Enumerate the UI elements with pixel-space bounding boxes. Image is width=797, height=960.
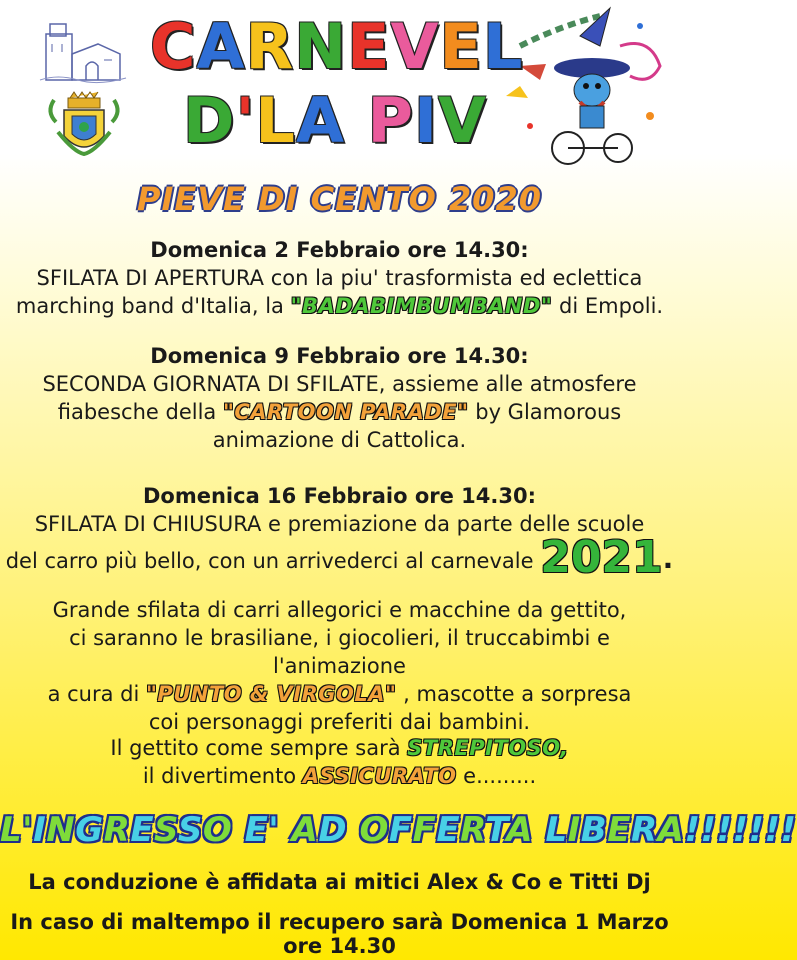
ingresso-part: R — [103, 810, 131, 850]
event-2-date: Domenica 9 Febbraio ore 14.30: — [150, 344, 529, 368]
event-1-text: con la piu' trasformista ed eclettica — [264, 266, 643, 290]
event-1-line-1 — [0, 264, 679, 292]
title-letter: E — [439, 10, 483, 83]
ingresso-part: E — [436, 810, 461, 850]
ingresso-part: R — [460, 810, 486, 850]
event-3 — [0, 482, 679, 583]
title-letter: I — [413, 84, 439, 157]
ingresso-part: D — [318, 810, 348, 850]
gettito-highlight-1: STREPITOSO, — [407, 736, 569, 760]
ingresso-part: F — [412, 810, 437, 850]
conduzione-text: La conduzione è affidata ai mitici Alex & Co e Titti Dj — [28, 870, 651, 894]
gettito-text: il divertimento — [142, 764, 303, 788]
title-letter: A — [196, 10, 246, 83]
title-letter: ' — [235, 84, 256, 157]
event-3-title: SFILATA DI CHIUSURA — [34, 512, 262, 536]
ingresso-part: S — [177, 810, 203, 850]
info-line-3 — [0, 680, 679, 708]
ingresso-part: G — [75, 810, 104, 850]
title-letter: D — [182, 84, 236, 157]
event-2-highlight: "CARTOON PARADE" — [222, 400, 469, 424]
event-3-text: del carro più bello, con un arrivederci al carnevale — [5, 549, 541, 573]
ingresso-part: F — [388, 810, 413, 850]
ingresso-part: O — [202, 810, 233, 850]
coat-of-arms-emblem — [44, 92, 124, 164]
ingresso-part: B — [580, 810, 608, 850]
gettito-text: e......... — [456, 764, 537, 788]
info-line-1: Grande sfilata di carri allegorici e macchine da gettito, — [52, 598, 627, 622]
event-3-text: e premiazione da parte delle scuole — [261, 512, 645, 536]
ingresso-part: I — [33, 810, 47, 850]
event-1-title: SFILATA DI APERTURA — [36, 266, 265, 290]
title-letter: V — [438, 84, 488, 157]
title-letter: E — [347, 10, 391, 83]
ingresso-part: A — [279, 810, 319, 850]
event-2-line-1 — [0, 370, 679, 398]
event-1-highlight: "BADABIMBUMBAND" — [290, 294, 553, 318]
event-3-line-2 — [0, 532, 679, 583]
info-text: , mascotte a sorpresa — [396, 682, 632, 706]
event-1-text: di Empoli. — [552, 294, 664, 318]
ingresso-part: E' — [232, 810, 280, 850]
title-letter: P — [367, 84, 414, 157]
title-letter: A — [295, 84, 345, 157]
info-block — [0, 596, 679, 736]
event-1-line-2 — [0, 292, 679, 320]
ingresso-part: I — [567, 810, 581, 850]
ingresso-part: R — [630, 810, 658, 850]
gettito-highlight-2: ASSICURATO — [302, 764, 457, 788]
gettito-text: Il gettito come sempre sarà — [110, 736, 408, 760]
info-highlight: "PUNTO & VIRGOLA" — [145, 682, 397, 706]
maltempo-text: In caso di maltempo il recupero sarà Domenica 1 Marzo ore 14.30 — [10, 910, 669, 958]
title-letter — [345, 84, 368, 157]
event-2-text: by Glamorous — [468, 400, 622, 424]
title-line-2 — [150, 84, 520, 157]
ingresso-part: A — [506, 810, 534, 850]
year-2021-highlight: 2021 — [540, 532, 663, 583]
info-line-2: ci saranno le brasiliane, i giocolieri, il truccabimbi e l'animazione — [69, 626, 610, 678]
event-1-date: Domenica 2 Febbraio ore 14.30: — [150, 238, 529, 262]
gettito-block — [0, 734, 679, 790]
gettito-line-2 — [0, 762, 679, 790]
event-1 — [0, 236, 679, 320]
event-3-text: . — [662, 542, 674, 575]
ingresso-part: L — [533, 810, 568, 850]
ingresso-part: L' — [0, 810, 34, 850]
ingresso-part: E — [130, 810, 155, 850]
title-letter: R — [245, 10, 295, 83]
subtitle: PIEVE DI CENTO 2020 — [137, 180, 542, 218]
ingresso-part: O — [347, 810, 389, 850]
event-2-text: fiabesche della — [57, 400, 223, 424]
title-letter: C — [150, 10, 197, 83]
event-3-date: Domenica 16 Febbraio ore 14.30: — [142, 484, 537, 508]
event-2-text: , assieme alle atmosfere — [378, 372, 637, 396]
gettito-line-1 — [0, 734, 679, 762]
ingresso-part: T — [485, 810, 507, 850]
title-letter: N — [294, 10, 348, 83]
event-2-line-3: animazione di Cattolica. — [212, 428, 467, 452]
info-line-4: coi personaggi preferiti dai bambini. — [148, 710, 531, 734]
ingresso-part: !!!!!!! — [684, 810, 797, 850]
witch-on-bicycle-illustration — [500, 6, 668, 176]
info-text: a cura di — [47, 682, 146, 706]
village-sketch-illustration — [38, 14, 128, 86]
title-line-1 — [150, 10, 524, 83]
ingresso-part: N — [46, 810, 76, 850]
event-2-title: SECONDA GIORNATA DI SFILATE — [42, 372, 379, 396]
event-1-text: marching band d'Italia, la — [15, 294, 291, 318]
title-letter: L — [482, 10, 524, 83]
title-letter: L — [255, 84, 296, 157]
ingresso-part: S — [154, 810, 178, 850]
event-2 — [0, 342, 679, 454]
ingresso-part: A — [657, 810, 685, 850]
title-letter: V — [390, 10, 440, 83]
ingresso-banner — [0, 810, 797, 850]
ingresso-part: E — [607, 810, 631, 850]
event-2-line-2 — [0, 398, 679, 426]
